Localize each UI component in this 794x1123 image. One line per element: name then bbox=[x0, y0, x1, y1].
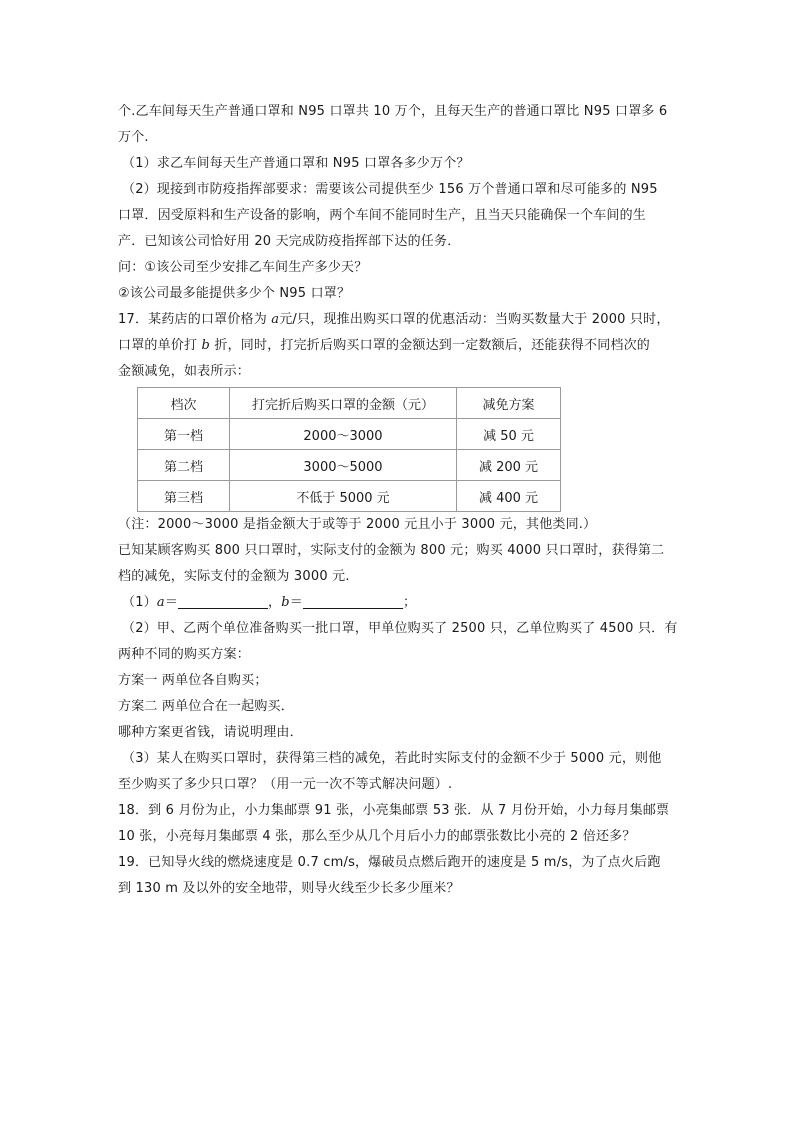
q16-sub1: （1）求乙车间每天生产普通口罩和 N95 口罩各多少万个？ bbox=[122, 156, 470, 171]
table-cell: 减 200 元 bbox=[457, 450, 561, 481]
q17-sub2-line-1: （2）甲、乙两个单位准备购买一批口罩，甲单位购买了 2500 只，乙单位购买了 4500 只．有 bbox=[122, 621, 678, 636]
q19-line-1: 19．已知导火线的燃烧速度是 0.7 cm/s，爆破员点燃后跑开的速度是 5 m/s，为了点火后跑 bbox=[118, 855, 661, 870]
table-header-cell: 档次 bbox=[138, 388, 230, 419]
q17-sub3-line-1: （3）某人在购买口罩时，获得第三档的减免，若此时实际支付的金额不少于 5000 元，则他 bbox=[122, 751, 662, 766]
answer-blank-a[interactable] bbox=[178, 594, 268, 609]
q17-note: （注：2000～3000 是指金额大于或等于 2000 元且小于 3000 元，其他类同.） bbox=[118, 517, 597, 532]
q18-line-1: 18．到 6 月份为止，小力集邮票 91 张，小亮集邮票 53 张．从 7 月份开始，小力每月集邮票 bbox=[118, 803, 670, 818]
table-header-cell: 减免方案 bbox=[457, 388, 561, 419]
q16-sub2-line-3: 产．已知该公司恰好用 20 天完成防疫指挥部下达的任务． bbox=[118, 234, 461, 249]
table-header-cell: 打完折后购买口罩的金额（元） bbox=[230, 388, 457, 419]
table-cell: 减 400 元 bbox=[457, 481, 561, 512]
q18-line-2: 10 张，小亮每月集邮票 4 张，那么至少从几个月后小力的邮票张数比小亮的 2 倍还多？ bbox=[118, 829, 636, 844]
q17-line-1 bbox=[118, 307, 688, 333]
q17-sub2-line-2: 两种不同的购买方案： bbox=[118, 647, 251, 662]
table-row bbox=[138, 419, 561, 450]
q17-given-1: 已知某顾客购买 800 只口罩时，实际支付的金额为 800 元；购买 4000 只口罩时，获得第二 bbox=[118, 543, 665, 558]
q17-line-2 bbox=[118, 333, 688, 359]
table-row bbox=[138, 481, 561, 512]
q17-which: 哪种方案更省钱，请说明理由． bbox=[118, 725, 303, 740]
table-cell: 2000～3000 bbox=[230, 419, 457, 450]
q17-line-2-prefix: 口罩的单价打 bbox=[118, 338, 202, 353]
q17-line-1-rest: 元/只，现推出购买口罩的优惠活动：当购买数量大于 2000 只时， bbox=[279, 312, 670, 327]
equals-sign: ＝ bbox=[289, 595, 303, 610]
q17-line-2-rest: 折，同时，打完折后购买口罩的金额达到一定数额后，还能获得不同档次的 bbox=[210, 338, 651, 353]
answer-label-a: a bbox=[156, 595, 165, 610]
q17-plan-2: 方案二 两单位合在一起购买． bbox=[118, 699, 294, 714]
table-cell: 减 50 元 bbox=[457, 419, 561, 450]
table-cell: 3000～5000 bbox=[230, 450, 457, 481]
variable-b: b bbox=[201, 338, 211, 353]
q17-line-1-prefix: 17．某药店的口罩价格为 bbox=[118, 312, 272, 327]
answer-label-b: b bbox=[281, 595, 290, 610]
document-page bbox=[118, 99, 688, 902]
variable-a: a bbox=[271, 312, 280, 327]
answer-blank-b[interactable] bbox=[303, 594, 403, 609]
semicolon: ； bbox=[402, 595, 417, 610]
q17-sub3-line-2: 至少购买了多少只口罩？（用一元一次不等式解决问题）. bbox=[118, 777, 453, 792]
q17-sub1-prefix: （1） bbox=[122, 595, 157, 610]
table-cell: 第三档 bbox=[138, 481, 230, 512]
q16-ask-1: 问：①该公司至少安排乙车间生产多少天？ bbox=[118, 260, 368, 275]
table-header-row bbox=[138, 388, 561, 419]
equals-sign: ＝ bbox=[164, 595, 179, 610]
table-cell: 第一档 bbox=[138, 419, 230, 450]
q17-sub1 bbox=[118, 590, 688, 616]
q19-line-2: 到 130 m 及以外的安全地带，则导火线至少长多少厘米？ bbox=[118, 881, 460, 896]
q16-line-1: 个.乙车间每天生产普通口罩和 N95 口罩共 10 万个，且每天生产的普通口罩比 N95 口罩多 6 bbox=[118, 104, 668, 119]
q16-ask-2: ②该公司最多能提供多少个 N95 口罩？ bbox=[118, 286, 351, 301]
table-cell: 不低于 5000 元 bbox=[230, 481, 457, 512]
q16-line-2: 万个. bbox=[118, 130, 149, 145]
q17-line-3: 金额减免，如表所示： bbox=[118, 364, 251, 379]
comma: ， bbox=[268, 595, 282, 610]
table-cell: 第二档 bbox=[138, 450, 230, 481]
q16-sub2-line-1: （2）现接到市防疫指挥部要求：需要该公司提供至少 156 万个普通口罩和尽可能多的 N95 bbox=[122, 182, 658, 197]
table-row bbox=[138, 450, 561, 481]
q17-given-2: 档的减免，实际支付的金额为 3000 元. bbox=[118, 569, 350, 584]
q16-sub2-line-2: 口罩．因受原料和生产设备的影响，两个车间不能同时生产，且当天只能确保一个车间的生 bbox=[118, 208, 647, 223]
discount-table bbox=[137, 387, 561, 512]
q17-plan-1: 方案一 两单位各自购买； bbox=[118, 673, 268, 688]
